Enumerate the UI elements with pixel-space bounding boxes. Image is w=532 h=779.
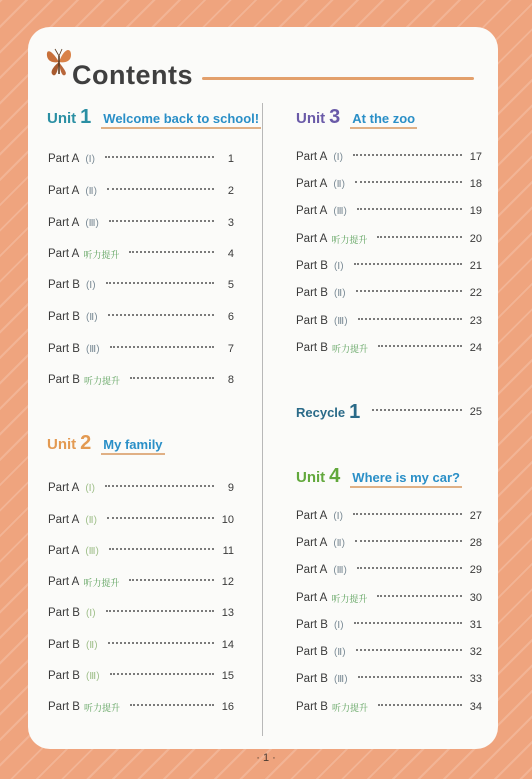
toc-entry[interactable] bbox=[48, 573, 234, 591]
part-label: Part B bbox=[48, 607, 80, 619]
toc-entry[interactable] bbox=[48, 698, 234, 716]
part-label: Part B bbox=[48, 279, 80, 291]
part-sub: (Ⅱ) bbox=[85, 311, 98, 323]
part-label: Part B bbox=[296, 646, 328, 658]
page-number: 5 bbox=[227, 279, 234, 291]
listening-tag: 听力提升 bbox=[331, 343, 368, 354]
dot-leader bbox=[355, 540, 462, 542]
part-label: Part B bbox=[296, 701, 328, 713]
toc-entry[interactable] bbox=[296, 534, 482, 552]
page-number: 9 bbox=[227, 482, 234, 494]
page-number: 18 bbox=[469, 178, 482, 190]
part-label: Part B bbox=[296, 342, 328, 354]
page-title: Contents bbox=[72, 60, 193, 90]
dot-leader bbox=[356, 290, 462, 292]
toc-entry[interactable] bbox=[296, 507, 482, 525]
page-number: 21 bbox=[469, 260, 482, 272]
dot-leader bbox=[107, 517, 214, 519]
toc-entry[interactable] bbox=[296, 202, 482, 220]
listening-tag: 听力提升 bbox=[331, 234, 368, 245]
part-sub: (Ⅲ) bbox=[85, 343, 100, 355]
part-label: Part B bbox=[48, 639, 80, 651]
toc-entry[interactable] bbox=[48, 542, 234, 560]
part-label: Part A bbox=[48, 545, 80, 557]
toc-entry[interactable] bbox=[48, 371, 234, 389]
part-sub: (Ⅱ) bbox=[333, 178, 345, 190]
page-number: 14 bbox=[221, 639, 234, 651]
unit-number: 1 bbox=[80, 106, 92, 128]
dot-leader bbox=[129, 579, 213, 581]
part-sub: (Ⅱ) bbox=[85, 639, 98, 651]
dot-leader bbox=[377, 595, 461, 597]
listening-tag: 听力提升 bbox=[83, 577, 120, 588]
unit-4-heading bbox=[296, 465, 462, 488]
dot-leader bbox=[353, 154, 462, 156]
part-sub: (Ⅲ) bbox=[85, 217, 99, 229]
unit-title[interactable]: My family bbox=[101, 437, 164, 455]
listening-tag: 听力提升 bbox=[83, 249, 120, 260]
toc-entry[interactable] bbox=[296, 148, 482, 166]
unit-word: Unit bbox=[47, 436, 77, 453]
unit-title[interactable]: Where is my car? bbox=[350, 470, 462, 488]
dot-leader bbox=[106, 282, 214, 284]
dot-leader bbox=[357, 208, 462, 210]
part-label: Part A bbox=[296, 233, 328, 245]
part-sub: (Ⅱ) bbox=[85, 185, 97, 197]
toc-entry[interactable] bbox=[48, 511, 234, 529]
toc-entry[interactable] bbox=[296, 257, 482, 275]
part-label: Part A bbox=[48, 217, 80, 229]
toc-entry[interactable] bbox=[48, 604, 234, 622]
part-sub: (Ⅲ) bbox=[85, 670, 100, 682]
page-number: 10 bbox=[221, 514, 234, 526]
unit-title[interactable]: At the zoo bbox=[350, 111, 417, 129]
dot-leader bbox=[377, 236, 461, 238]
part-label: Part B bbox=[48, 670, 80, 682]
toc-entry[interactable] bbox=[296, 698, 482, 716]
part-label: Part A bbox=[48, 185, 80, 197]
unit-title[interactable]: Welcome back to school! bbox=[101, 111, 261, 129]
dot-leader bbox=[108, 642, 214, 644]
page-number: 3 bbox=[227, 217, 234, 229]
listening-tag: 听力提升 bbox=[83, 702, 120, 713]
toc-entry[interactable] bbox=[48, 150, 234, 168]
toc-entry[interactable] bbox=[48, 340, 234, 358]
part-sub: (Ⅰ) bbox=[85, 482, 95, 494]
toc-entry[interactable] bbox=[296, 230, 482, 248]
toc-entry[interactable] bbox=[296, 175, 482, 193]
part-sub: (Ⅰ) bbox=[85, 607, 96, 619]
dot-leader bbox=[110, 346, 214, 348]
page-number: 24 bbox=[469, 342, 482, 354]
page-number: 1 bbox=[227, 153, 234, 165]
dot-leader bbox=[105, 485, 214, 487]
dot-leader bbox=[108, 314, 214, 316]
page-number: 16 bbox=[221, 701, 234, 713]
dot-leader bbox=[107, 188, 214, 190]
butterfly-icon bbox=[44, 44, 74, 80]
unit-1-heading bbox=[47, 106, 261, 129]
part-sub: (Ⅲ) bbox=[333, 564, 347, 576]
part-label: Part A bbox=[48, 248, 80, 260]
dot-leader bbox=[130, 377, 214, 379]
page-number: 31 bbox=[469, 619, 482, 631]
part-label: Part A bbox=[48, 576, 80, 588]
part-sub: (Ⅲ) bbox=[333, 205, 347, 217]
part-sub: (Ⅱ) bbox=[333, 646, 346, 658]
page-number: 30 bbox=[469, 592, 482, 604]
toc-entry[interactable] bbox=[296, 616, 482, 634]
part-label: Part B bbox=[296, 287, 328, 299]
page-number: 12 bbox=[221, 576, 234, 588]
page-number: 17 bbox=[469, 151, 482, 163]
unit-number: 2 bbox=[80, 432, 92, 454]
part-label: Part A bbox=[48, 514, 80, 526]
toc-entry[interactable] bbox=[48, 182, 234, 200]
dot-leader bbox=[378, 345, 462, 347]
dot-leader bbox=[110, 673, 214, 675]
dot-leader bbox=[109, 220, 214, 222]
dot-leader bbox=[353, 513, 462, 515]
page-number: 29 bbox=[469, 564, 482, 576]
page-number: 32 bbox=[469, 646, 482, 658]
title-rule bbox=[202, 77, 474, 80]
dot-leader bbox=[109, 548, 214, 550]
toc-entry[interactable] bbox=[48, 479, 234, 497]
part-sub: (Ⅰ) bbox=[85, 153, 95, 165]
dot-leader bbox=[106, 610, 214, 612]
toc-entry[interactable] bbox=[48, 308, 234, 326]
unit-word: Unit bbox=[47, 110, 77, 127]
page-number: 20 bbox=[469, 233, 482, 245]
toc-entry[interactable] bbox=[48, 276, 234, 294]
part-sub: (Ⅲ) bbox=[333, 315, 348, 327]
unit-word: Unit bbox=[296, 469, 326, 486]
part-label: Part B bbox=[296, 619, 328, 631]
unit-number: 4 bbox=[329, 465, 341, 487]
page-number: 11 bbox=[222, 545, 234, 557]
toc-entry[interactable] bbox=[48, 245, 234, 263]
unit-3-heading bbox=[296, 106, 417, 129]
page-number: 15 bbox=[221, 670, 234, 682]
part-sub: (Ⅰ) bbox=[333, 260, 344, 272]
listening-tag: 听力提升 bbox=[331, 702, 368, 713]
page-number: 13 bbox=[221, 607, 234, 619]
part-label: Part A bbox=[296, 510, 328, 522]
part-label: Part A bbox=[296, 592, 328, 604]
unit-number: 3 bbox=[329, 106, 341, 128]
dot-leader bbox=[105, 156, 214, 158]
page-number: 34 bbox=[469, 701, 482, 713]
part-sub: (Ⅲ) bbox=[333, 673, 348, 685]
part-label: Part A bbox=[296, 537, 328, 549]
part-label: Part B bbox=[296, 315, 328, 327]
toc-entry[interactable] bbox=[296, 312, 482, 330]
part-sub: (Ⅱ) bbox=[85, 514, 97, 526]
page-number: 27 bbox=[469, 510, 482, 522]
page-number: 19 bbox=[469, 205, 482, 217]
page-number: 25 bbox=[469, 406, 482, 418]
toc-entry[interactable] bbox=[48, 636, 234, 654]
part-label: Part B bbox=[48, 701, 80, 713]
page-number: 2 bbox=[227, 185, 234, 197]
toc-entry[interactable] bbox=[296, 284, 482, 302]
dot-leader bbox=[357, 567, 462, 569]
part-sub: (Ⅰ) bbox=[333, 151, 343, 163]
dot-leader bbox=[358, 676, 462, 678]
dot-leader bbox=[129, 251, 214, 253]
page-number: 23 bbox=[469, 315, 482, 327]
part-label: Part A bbox=[48, 153, 80, 165]
part-sub: (Ⅱ) bbox=[333, 287, 346, 299]
dot-leader bbox=[358, 318, 462, 320]
part-label: Part B bbox=[48, 374, 80, 386]
part-label: Part A bbox=[296, 178, 328, 190]
toc-entry[interactable] bbox=[48, 667, 234, 685]
part-sub: (Ⅰ) bbox=[333, 510, 343, 522]
part-sub: (Ⅰ) bbox=[85, 279, 96, 291]
unit-word: Unit bbox=[296, 110, 326, 127]
part-label: Part B bbox=[296, 260, 328, 272]
part-label: Part B bbox=[296, 673, 328, 685]
toc-entry[interactable] bbox=[296, 589, 482, 607]
page-number: 7 bbox=[227, 343, 234, 355]
page-number: 4 bbox=[227, 248, 234, 260]
unit-2-heading bbox=[47, 432, 165, 455]
recycle-label: Recycle bbox=[296, 404, 346, 420]
toc-entry[interactable] bbox=[296, 561, 482, 579]
column-divider bbox=[262, 103, 263, 736]
page-number: 28 bbox=[469, 537, 482, 549]
part-label: Part B bbox=[48, 311, 80, 323]
dot-leader bbox=[354, 622, 462, 624]
dot-leader bbox=[354, 263, 462, 265]
recycle-number: 1 bbox=[349, 400, 361, 423]
toc-entry[interactable] bbox=[296, 670, 482, 688]
page-number: 6 bbox=[227, 311, 234, 323]
dot-leader bbox=[130, 704, 214, 706]
toc-entry[interactable] bbox=[48, 214, 234, 232]
listening-tag: 听力提升 bbox=[331, 593, 368, 604]
part-label: Part B bbox=[48, 343, 80, 355]
part-label: Part A bbox=[48, 482, 80, 494]
toc-entry[interactable] bbox=[296, 339, 482, 357]
dot-leader bbox=[355, 181, 462, 183]
part-label: Part A bbox=[296, 564, 328, 576]
dot-leader bbox=[378, 704, 462, 706]
dot-leader bbox=[372, 409, 461, 411]
page-footer-number: · 1 · bbox=[256, 752, 276, 764]
part-sub: (Ⅲ) bbox=[85, 545, 99, 557]
page-number: 8 bbox=[227, 374, 234, 386]
part-sub: (Ⅱ) bbox=[333, 537, 345, 549]
page-number: 22 bbox=[469, 287, 482, 299]
recycle-entry[interactable] bbox=[296, 401, 482, 423]
listening-tag: 听力提升 bbox=[83, 375, 120, 386]
page-number: 33 bbox=[469, 673, 482, 685]
dot-leader bbox=[356, 649, 462, 651]
toc-entry[interactable] bbox=[296, 643, 482, 661]
part-label: Part A bbox=[296, 151, 328, 163]
part-label: Part A bbox=[296, 205, 328, 217]
part-sub: (Ⅰ) bbox=[333, 619, 344, 631]
